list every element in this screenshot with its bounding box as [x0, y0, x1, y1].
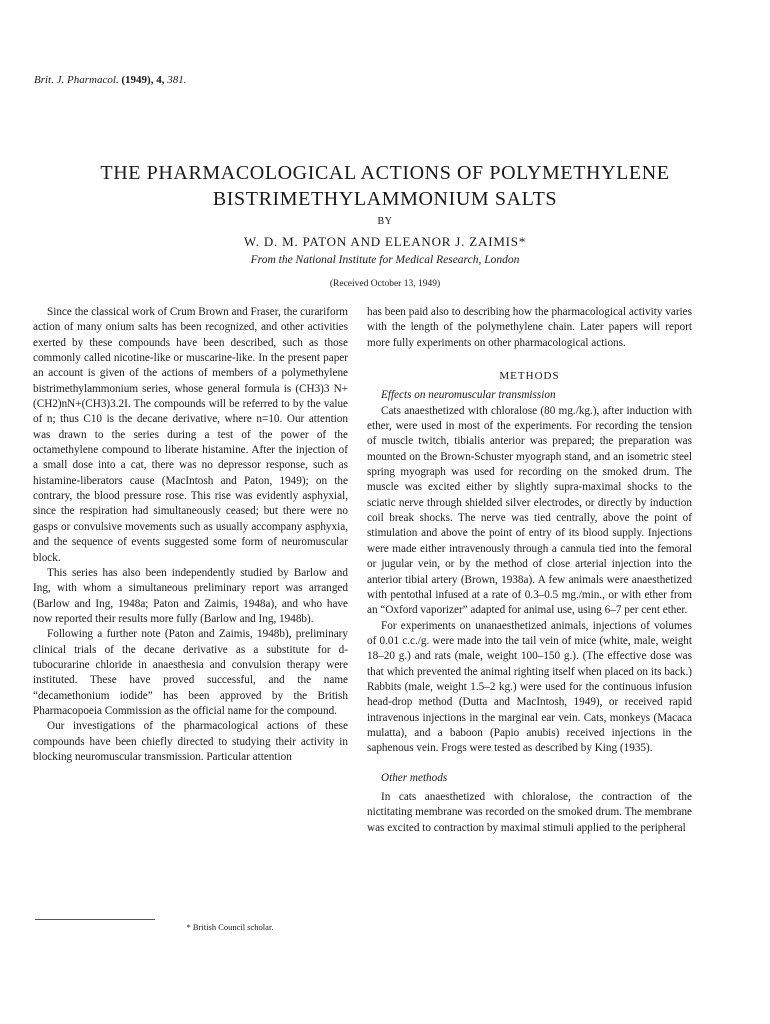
footnote: * British Council scholar. [186, 922, 274, 932]
left-column [33, 305, 348, 765]
paragraph: Following a further note (Paton and Zaimis, 1948b), preliminary clinical trials of the decane derivative as a substitute for d-tubocurarine chloride in anaesthesia and convulsion therapy were instituted. These have proved successful, and the name “decamethonium iodide” has been approved by the British Pharmacopoeia Commission as the official name for the compound. [33, 628, 348, 717]
affiliation: From the National Institute for Medical Research, London [250, 254, 520, 266]
footnote-divider [35, 919, 155, 920]
title-line-1: THE PHARMACOLOGICAL ACTIONS OF POLYMETHYLENE [100, 162, 670, 184]
paragraph: This series has also been independently studied by Barlow and Ing, with whom a simultaneous preliminary report was arranged (Barlow and Ing, 1948a; Paton and Zaimis, 1948a), and who have now reported their results more fully (Barlow and Ing, 1948b). [33, 566, 348, 625]
subsection-heading: Effects on neuromuscular transmission [381, 389, 556, 402]
by-line: BY [377, 216, 393, 227]
received-date: (Received October 13, 1949) [329, 279, 441, 289]
paragraph: Cats anaesthetized with chloralose (80 mg./kg.), after induction with ether, were used in most of the experiments. For recording the tension of muscle twitch, tibialis anterior was prepared; the preparation was mounted on the Brown-Schuster myograph stand, and an isometric steel spring myograph was used for recording on the smoked drum. The muscle was excited either by slightly supra-maximal shocks to the sciatic nerve through shielded silver electrodes, or directly by induction coil break shocks. The nerve was tied centrally, above the point of stimulation and above the point of entry of its blood supply. Injections were made either intravenously through a cannula tied into the femoral or jugular vein, or by the method of close arterial injection into the anterior tibial artery (Brown, 1938a). A few animals were anaesthetized with pentothal infused at a rate of 0.3–0.5 mg./min., or with ether from an “Oxford vaporizer” adapted for animal use, using 6–7 per cent ether. [367, 404, 692, 617]
right-column [367, 305, 692, 836]
subsection-heading: Other methods [381, 771, 448, 784]
journal-name: Brit. J. Pharmacol. [34, 74, 119, 86]
paragraph: Since the classical work of Crum Brown and Fraser, the curariform action of many onium salts has been recognized, and other activities exerted by these compounds have been described, such as those commonly called nicotine-like or muscarine-like. In the present paper an account is given of the actions of members of a polymethylene bistrimethylammonium series, whose general formula is (CH3)3 N+(CH2)nN+(CH3)3.2I. The compounds will be referred to by the value of n; thus C10 is the decane derivative, where n=10. Our attention was drawn to the series during a test of the power of the octamethylene compound to liberate histamine. After the injection of a small dose into a cat, there was no depressor response, such as histamine-liberators cause (MacIntosh and Paton, 1949); on the contrary, the blood pressure rose. This rise was evidently asphyxial, since the respiration had simultaneously ceased; but there were no gasps or convulsive movements such as usually accompany asphyxia, and the sequence of events suggested some form of neuromuscular block. [33, 306, 348, 564]
journal-page: 381. [167, 74, 187, 86]
paragraph: In cats anaesthetized with chloralose, the contraction of the nictitating membrane was recorded on the smoked drum. The membrane was excited to contraction by maximal stimuli applied to the peripheral [367, 790, 692, 834]
journal-volume: 4, [156, 74, 165, 86]
paragraph: Our investigations of the pharmacological actions of these compounds have been chiefly directed to studying their activity in blocking neuromuscular transmission. Particular attention [33, 720, 348, 763]
authors: W. D. M. PATON AND ELEANOR J. ZAIMIS* [243, 234, 527, 249]
journal-year: (1949), [121, 74, 154, 86]
title-line-2: BISTRIMETHYLAMMONIUM SALTS [212, 188, 558, 210]
paragraph: has been paid also to describing how the pharmacological activity varies with the length of the polymethylene chain. Later papers will report more fully experiments on other pharmacological actions. [367, 306, 692, 349]
paragraph: For experiments on unanaesthetized animals, injections of volumes of 0.01 c.c./g. were made into the tail vein of mice (white, male, weight 18–20 g.) and rats (male, weight 100–150 g.). (The effective dose was that which prevented the animal righting itself when placed on its back.) Rabbits (male, weight 1.5–2 kg.) were used for the continuous infusion head-drop method (Dutta and MacIntosh, 1949), or received rapid intravenous injections in the marginal ear vein. Cats, monkeys (Macaca mulatta), and a baboon (Papio anubis) received injections in the saphenous vein. Frogs were tested as described by King (1935). [367, 619, 692, 755]
section-heading-methods: METHODS [499, 370, 560, 383]
article-title [0, 160, 770, 212]
journal-citation [34, 74, 186, 86]
